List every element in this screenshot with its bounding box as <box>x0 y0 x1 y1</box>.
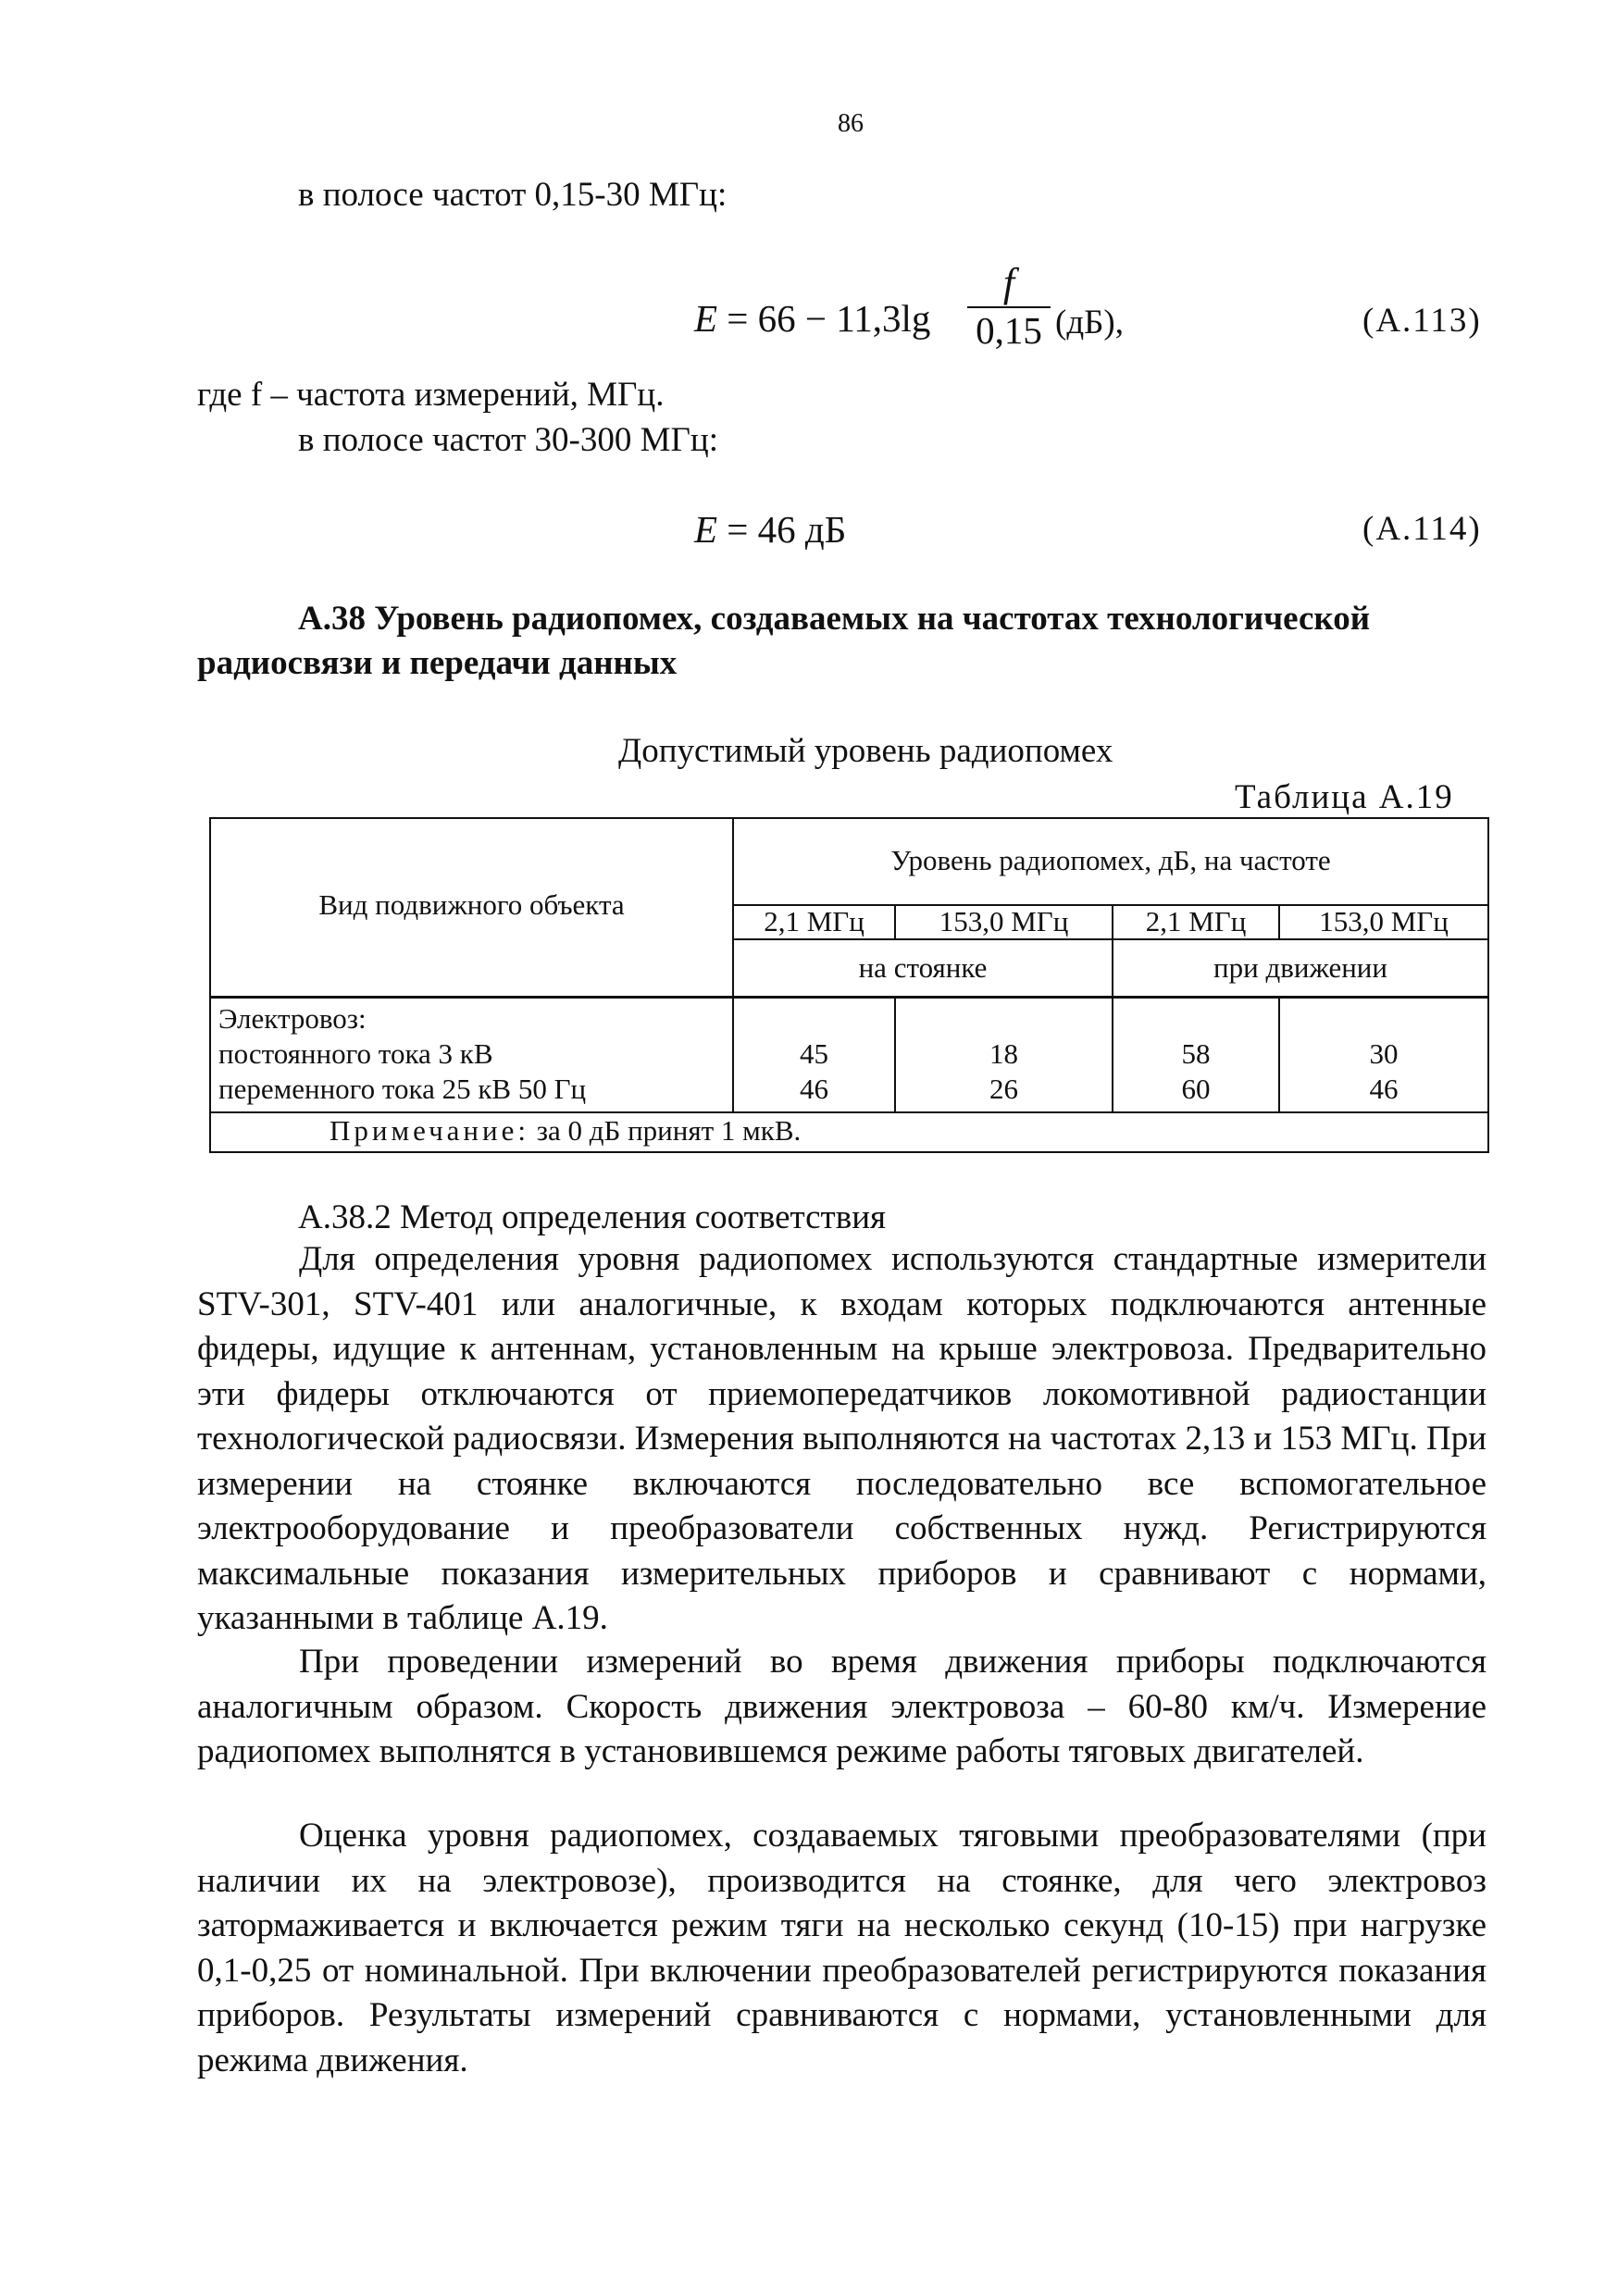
formula-a114-lhs: E <box>694 508 718 551</box>
table-label: Таблица А.19 <box>1235 778 1454 816</box>
page-number: 86 <box>838 109 864 138</box>
formula-a113-lhs: E <box>694 297 718 340</box>
paragraph-3: Оценка уровня радиопомех, создаваемых тяговыми преобразователями (при наличии их на электровозе), производится на стоянке, для чего электровоз затормаживается и включается режим тяги на несколько секунд (10-15) при нагрузке 0,1-0,25 от номинальной. При включении преобразователей регистрируются показания приборов. Результаты измерений сравниваются с нормами, установленными для режима движения. <box>197 1817 1486 2079</box>
table-border-top <box>209 817 1489 819</box>
formula-a113-unit: (дБ), <box>1055 304 1124 341</box>
row-1-value-1: 45 <box>800 1037 828 1070</box>
band2-line: в полосе частот 30-300 МГц: <box>298 421 718 459</box>
table-border-right <box>1487 817 1489 1153</box>
header-level: Уровень радиопомех, дБ, на частоте <box>890 844 1331 876</box>
row-1-name: постоянного тока 3 кВ <box>218 1037 493 1070</box>
table-note-text: за 0 дБ принят 1 мкВ. <box>536 1114 802 1147</box>
formula-a113-numerator: f <box>1002 260 1015 305</box>
formula-a113-expr: = 66 − 11,3lg <box>727 297 931 340</box>
section-heading-line2: радиосвязи и передачи данных <box>197 644 678 682</box>
row-2-value-3: 60 <box>1181 1073 1211 1105</box>
header-object: Вид подвижного объекта <box>318 888 625 921</box>
formula-a114 <box>694 507 846 552</box>
row-2-name: переменного тока 25 кВ 50 Гц <box>218 1073 587 1105</box>
row-2-value-4: 46 <box>1369 1073 1399 1105</box>
row-2-value-2: 26 <box>989 1073 1018 1105</box>
row-1-value-3: 58 <box>1181 1037 1211 1070</box>
formula-a114-number: (А.114) <box>1362 510 1482 548</box>
table-caption: Допустимый уровень радиопомех <box>618 732 1113 770</box>
formula-a113-fraction <box>967 262 1051 351</box>
paragraph-3-block <box>197 1814 1486 2083</box>
row-2-value-1: 46 <box>800 1073 828 1105</box>
mode-moving: при движении <box>1213 951 1387 984</box>
table-border-left <box>209 817 211 1153</box>
table-note-label: Примечание: <box>330 1114 529 1147</box>
table-border-bottom <box>209 1151 1489 1153</box>
row-1-value-4: 30 <box>1369 1037 1399 1070</box>
table-a19 <box>209 817 1489 1153</box>
paragraph-2-block <box>197 1640 1486 1775</box>
formula-a113-denominator: 0,15 <box>976 309 1042 352</box>
row-1-value-2: 18 <box>989 1037 1018 1070</box>
row-group-label: Электровоз: <box>218 1002 367 1035</box>
formula-a114-expr: = 46 дБ <box>727 508 847 551</box>
paragraph-1-block <box>197 1237 1486 1642</box>
paragraph-2: При проведении измерений во время движения приборы подключаются аналогичным образом. Скорость движения электровоза – 60-80 км/ч. Измерение радиопомех выполнятся в установившемся режиме работы тяговых двигателей. <box>197 1643 1486 1770</box>
mode-parking: на стоянке <box>858 951 988 984</box>
section-heading-line1: А.38 Уровень радиопомех, создаваемых на частотах технологической <box>298 600 1371 638</box>
where-line: где f – частота измерений, МГц. <box>197 376 665 414</box>
table-note <box>330 1113 801 1148</box>
freq-4: 153,0 МГц <box>1319 905 1449 937</box>
freq-2: 153,0 МГц <box>939 905 1069 937</box>
band1-line: в полосе частот 0,15-30 МГц: <box>298 176 728 214</box>
table-rule-header <box>209 996 1489 999</box>
freq-1: 2,1 МГц <box>764 905 864 937</box>
fraction-bar <box>967 306 1051 308</box>
freq-3: 2,1 МГц <box>1145 905 1247 937</box>
subsection-title: А.38.2 Метод определения соответствия <box>298 1198 887 1236</box>
formula-a113 <box>694 296 930 341</box>
formula-a113-number: (А.113) <box>1362 302 1482 340</box>
paragraph-1: Для определения уровня радиопомех используются стандартные измерители STV-301, STV-401 или аналогичные, к входам которых подключаются антенные фидеры, идущие к антеннам, установленным на крыше электровоза. Предварительно эти фидеры отключаются от приемопередатчиков локомотивной радиостанции технологической радиосвязи. Измерения выполняются на частотах 2,13 и 153 МГц. При измерении на стоянке включаются последовательно все вспомогательное электрооборудование и преобразователи собственных нужд. Регистрируются максимальные показания измерительных приборов и сравнивают с нормами, указанными в таблице А.19. <box>197 1240 1486 1637</box>
